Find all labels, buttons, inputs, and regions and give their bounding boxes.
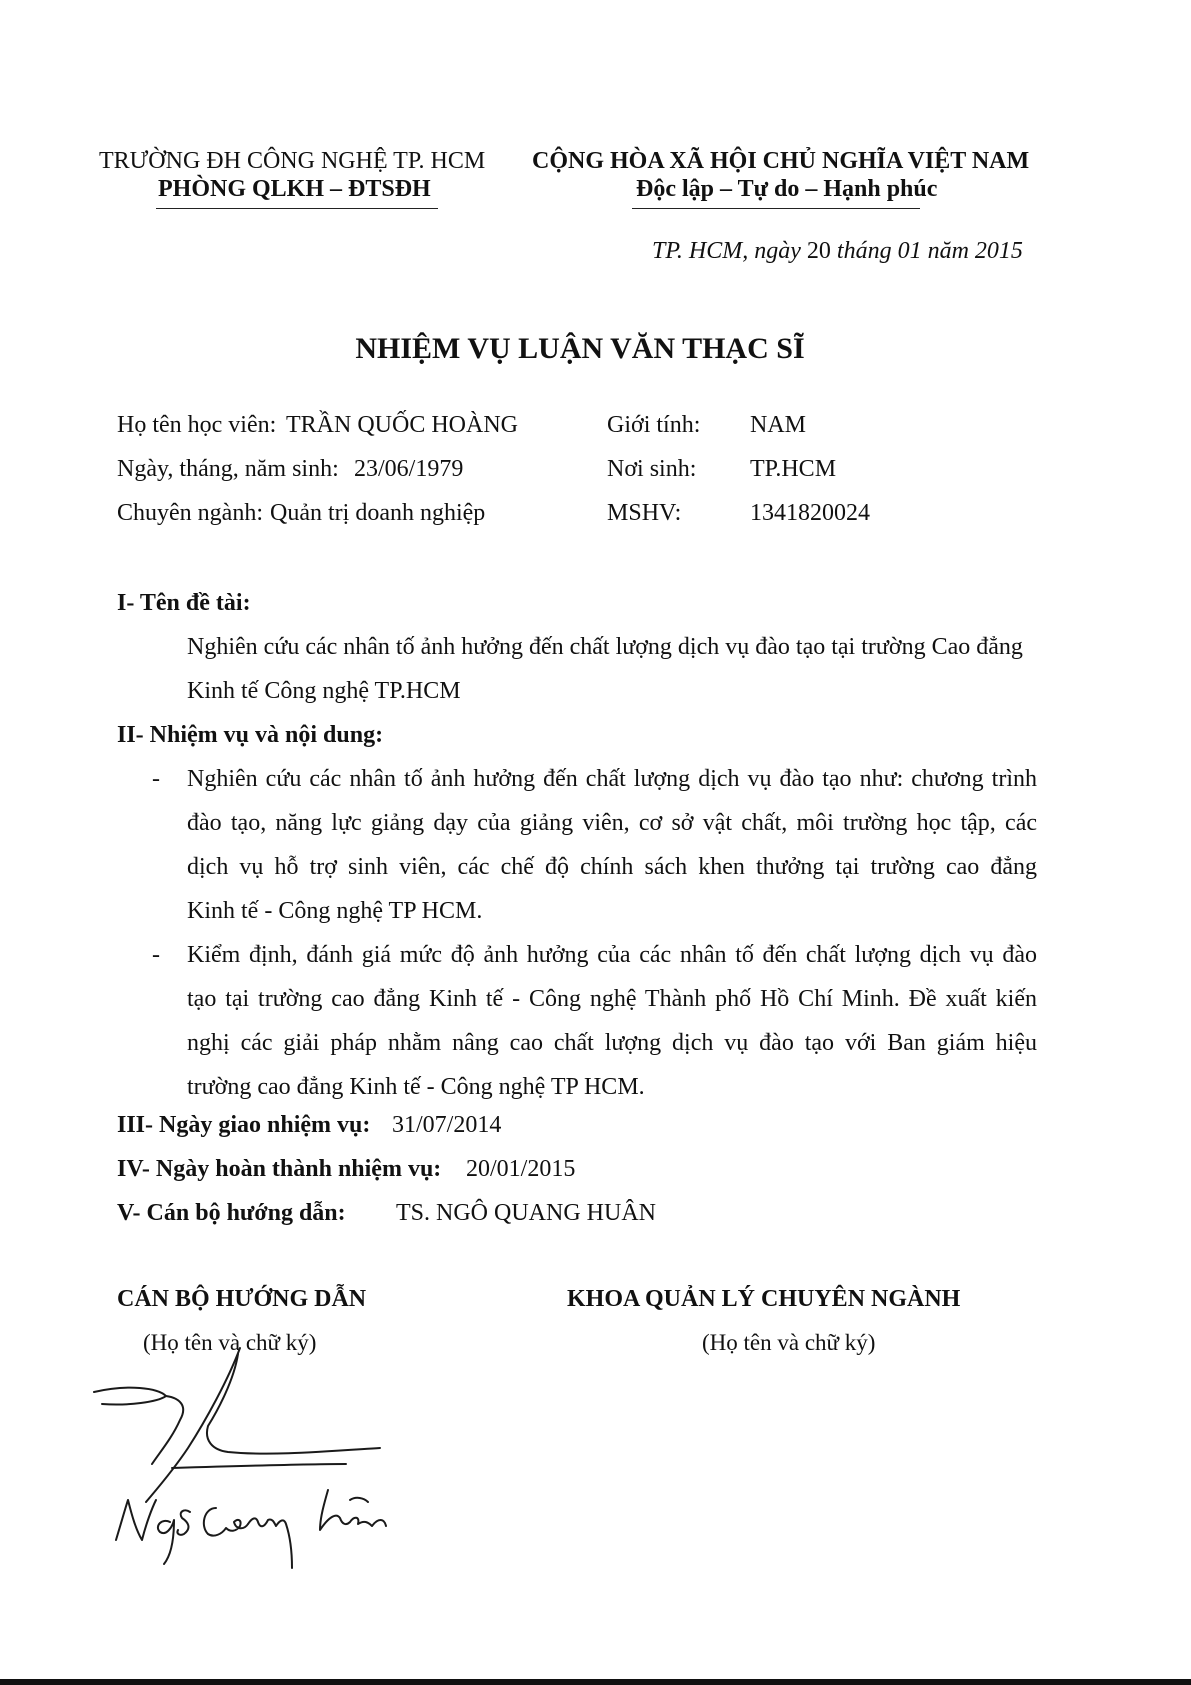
section-4-heading: IV- Ngày hoàn thành nhiệm vụ: (117, 1156, 442, 1182)
bullet-2-line-3: nghị các giải pháp nhằm nâng cao chất lượng dịch vụ đào tạo với Ban giám hiệu (187, 1030, 1037, 1056)
student-id-value: 1341820024 (750, 500, 870, 526)
supervisor-sign-note: (Họ tên và chữ ký) (143, 1330, 317, 1355)
gender-value: NAM (750, 412, 807, 438)
section-5-heading: V- Cán bộ hướng dẫn: (117, 1200, 346, 1226)
bullet-2-line-2: tạo tại trường cao đẳng Kinh tế - Công nghệ Thành phố Hồ Chí Minh. Đề xuất kiến (187, 986, 1037, 1012)
bullet-1-line-2: đào tạo, năng lực giảng dạy của giảng viên, cơ sở vật chất, môi trường học tập, các (187, 810, 1037, 836)
assign-date: 31/07/2014 (392, 1112, 502, 1138)
bullet-2-line-1: Kiểm định, đánh giá mức độ ảnh hưởng của các nhân tố đến chất lượng dịch vụ đào (187, 942, 1037, 968)
topic-line-2: Kinh tế Công nghệ TP.HCM (187, 678, 461, 704)
date-year: 2015 (974, 238, 1023, 264)
bullet-1-line-4: Kinh tế - Công nghệ TP HCM. (187, 898, 483, 924)
birthplace-label: Nơi sinh: (607, 456, 697, 482)
date-month: 01 (897, 238, 922, 264)
section-1-heading: I- Tên đề tài: (117, 590, 251, 616)
student-name: TRẦN QUỐC HOÀNG (286, 412, 518, 438)
department-underline (156, 208, 438, 209)
motto-underline (632, 208, 920, 209)
republic-title: CỘNG HÒA XÃ HỘI CHỦ NGHĨA VIỆT NAM (532, 148, 1030, 174)
supervisor-sign-title: CÁN BỘ HƯỚNG DẪN (117, 1286, 367, 1312)
department-name: PHÒNG QLKH – ĐTSĐH (158, 176, 431, 202)
national-motto: Độc lập – Tự do – Hạnh phúc (636, 176, 938, 202)
faculty-sign-title: KHOA QUẢN LÝ CHUYÊN NGÀNH (567, 1286, 961, 1312)
date-ngay-label: ngày (754, 238, 801, 264)
date-day: 20 (806, 238, 831, 264)
supervisor-name: TS. NGÔ QUANG HUÂN (396, 1200, 656, 1226)
bullet-1-line-3: dịch vụ hỗ trợ sinh viên, các chế độ chính sách khen thưởng tại trường cao đẳng (187, 854, 1037, 880)
bullet-2-marker: - (152, 942, 160, 968)
faculty-sign-note: (Họ tên và chữ ký) (702, 1330, 876, 1355)
topic-line-1: Nghiên cứu các nhân tố ảnh hưởng đến chất lượng dịch vụ đào tạo tại trường Cao đẳng (187, 634, 1023, 660)
student-name-label: Họ tên học viên: (117, 412, 277, 438)
section-2-heading: II- Nhiệm vụ và nội dung: (117, 722, 384, 748)
handwritten-signature (88, 1340, 458, 1580)
bullet-1-line-1: Nghiên cứu các nhân tố ảnh hưởng đến chất lượng dịch vụ đào tạo như: chương trình (187, 766, 1037, 792)
student-id-label: MSHV: (607, 500, 682, 526)
date-place: TP. HCM, (652, 238, 749, 264)
scan-edge (0, 1679, 1191, 1685)
birthplace-value: TP.HCM (750, 456, 837, 482)
date-line (652, 238, 1023, 265)
school-name: TRƯỜNG ĐH CÔNG NGHỆ TP. HCM (99, 148, 486, 174)
dob-label: Ngày, tháng, năm sinh: (117, 456, 339, 482)
completion-date: 20/01/2015 (466, 1156, 576, 1182)
gender-label: Giới tính: (607, 412, 701, 438)
bullet-1-marker: - (152, 766, 160, 792)
major-value: Quản trị doanh nghiệp (270, 500, 486, 526)
section-3-heading: III- Ngày giao nhiệm vụ: (117, 1112, 371, 1138)
major-label: Chuyên ngành: (117, 500, 263, 526)
bullet-2-line-4: trường cao đẳng Kinh tế - Công nghệ TP HCM. (187, 1074, 645, 1100)
date-nam-label: năm (927, 238, 969, 264)
dob-value: 23/06/1979 (354, 456, 464, 482)
page-title: NHIỆM VỤ LUẬN VĂN THẠC SĨ (355, 332, 805, 365)
date-thang-label: tháng (836, 238, 892, 264)
